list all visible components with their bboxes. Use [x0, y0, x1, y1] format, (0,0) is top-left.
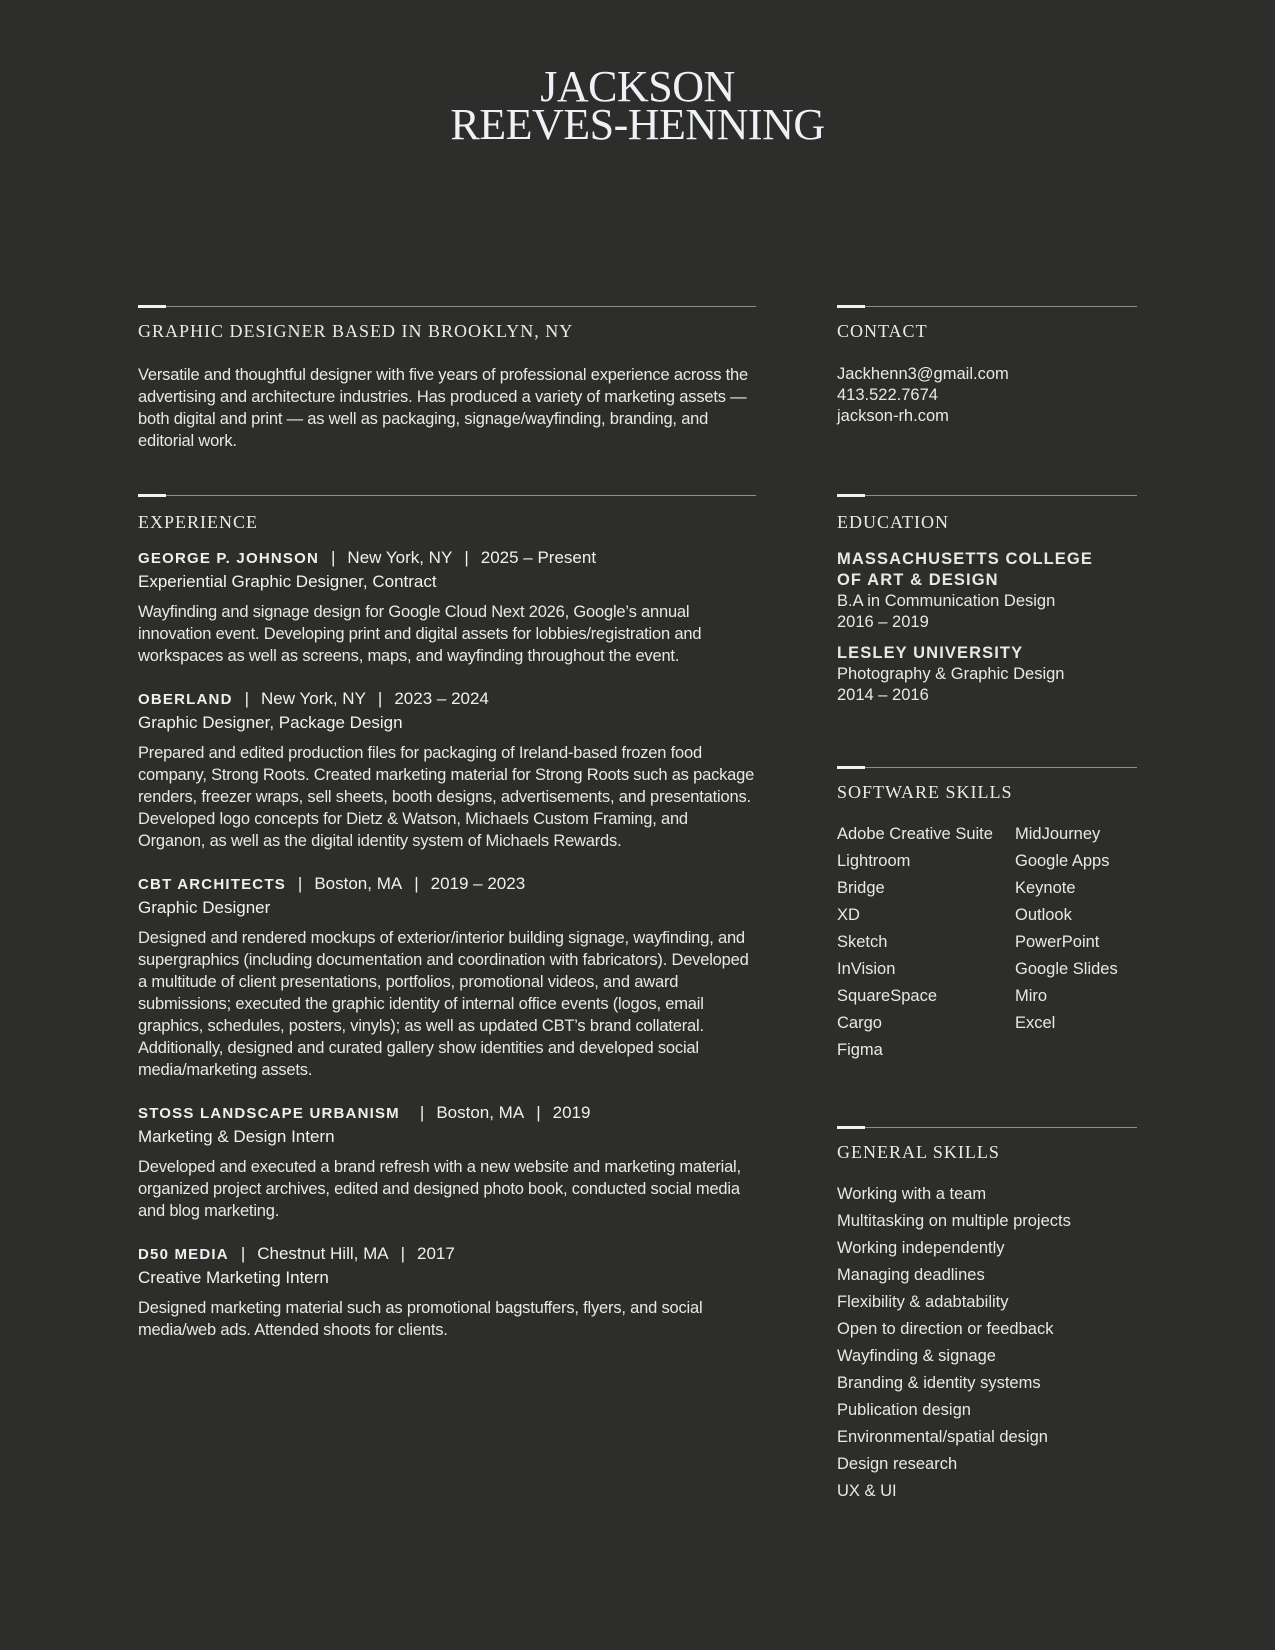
skill-item: Google Apps — [1015, 852, 1110, 870]
job-role: Marketing & Design Intern — [138, 1127, 335, 1146]
job-entry — [138, 1243, 756, 1341]
contact-section — [837, 305, 1137, 427]
school-dates: 2016 – 2019 — [837, 613, 929, 631]
summary-title: GRAPHIC DESIGNER BASED IN BROOKLYN, NY — [138, 321, 574, 341]
job-role: Creative Marketing Intern — [138, 1268, 329, 1287]
contact-email[interactable]: Jackhenn3@gmail.com — [837, 365, 1009, 383]
job-role: Graphic Designer, Package Design — [138, 713, 403, 732]
job-company: GEORGE P. JOHNSON — [138, 550, 319, 567]
section-rule — [837, 494, 1137, 496]
software-skills-grid — [837, 821, 1137, 1064]
section-rule — [138, 305, 756, 307]
job-description: Developed and executed a brand refresh with a new website and marketing material, organized project archives, edited and designed photo book, conducted social media and blog marketing. — [138, 1158, 741, 1220]
section-rule — [837, 1126, 1137, 1128]
job-header: D50 MEDIA | Chestnut Hill, MA | 2017 — [138, 1244, 455, 1263]
job-description: Designed marketing material such as promotional bagstuffers, flyers, and social media/web ads. Attended shoots for clients. — [138, 1299, 703, 1339]
school-name: LESLEY UNIVERSITY — [837, 644, 1024, 662]
general-skills-list — [837, 1181, 1137, 1505]
school-degree: Photography & Graphic Design — [837, 665, 1065, 683]
contact-title: CONTACT — [837, 321, 928, 341]
software-skills-title: SOFTWARE SKILLS — [837, 782, 1013, 802]
skill-item: UX & UI — [837, 1482, 897, 1500]
school-name: OF ART & DESIGN — [837, 571, 999, 589]
skill-item: XD — [837, 906, 860, 924]
skill-item: Lightroom — [837, 852, 911, 870]
contact-phone[interactable]: 413.522.7674 — [837, 386, 938, 404]
skill-item: Environmental/spatial design — [837, 1428, 1048, 1446]
job-dates: 2019 – 2023 — [430, 874, 526, 893]
job-description: Prepared and edited production files for packaging of Ireland-based frozen food company, Strong Roots. Created marketing material for Strong Roots such as package renders, freezer wraps, sell sheets, booth designs, advertisements, and presentations. Developed logo concepts for Dietz & Watson, Michaels Custom Framing, and Organon, as well as the digital identity system of Michaels Rewards. — [138, 744, 755, 850]
skill-item: Figma — [837, 1041, 883, 1059]
school-dates: 2014 – 2016 — [837, 686, 929, 704]
section-rule — [837, 305, 1137, 307]
education-entry — [837, 549, 1137, 633]
job-header: OBERLAND | New York, NY | 2023 – 2024 — [138, 689, 489, 708]
skill-item: Flexibility & adabtability — [837, 1293, 1009, 1311]
job-entry — [138, 873, 756, 1081]
section-rule — [837, 766, 1137, 768]
school-degree: B.A in Communication Design — [837, 592, 1056, 610]
section-rule — [138, 494, 756, 496]
resume-name — [0, 62, 1275, 149]
summary-section — [138, 305, 756, 452]
name-line-1: JACKSON — [540, 62, 735, 111]
skill-item: Miro — [1015, 987, 1048, 1005]
name-line-2: REEVES-HENNING — [450, 100, 825, 149]
skill-item: Sketch — [837, 933, 888, 951]
job-location: Boston, MA — [436, 1103, 525, 1122]
job-header: CBT ARCHITECTS | Boston, MA | 2019 – 2023 — [138, 874, 526, 893]
job-entry — [138, 547, 756, 667]
job-location: Boston, MA — [314, 874, 403, 893]
skill-item: Excel — [1015, 1014, 1056, 1032]
experience-section — [138, 494, 756, 1341]
skill-item: Working with a team — [837, 1185, 987, 1203]
experience-title: EXPERIENCE — [138, 512, 258, 532]
job-company: STOSS LANDSCAPE URBANISM — [138, 1105, 400, 1122]
job-header: GEORGE P. JOHNSON | New York, NY | 2025 – Present — [138, 548, 597, 567]
job-dates: 2019 — [552, 1103, 591, 1122]
job-location: New York, NY — [261, 689, 366, 708]
job-dates: 2025 – Present — [480, 548, 597, 567]
software-skills-section — [837, 766, 1137, 1064]
skill-item: Managing deadlines — [837, 1266, 985, 1284]
skill-item: Multitasking on multiple projects — [837, 1212, 1071, 1230]
skill-item: Working independently — [837, 1239, 1005, 1257]
education-entry — [837, 643, 1137, 706]
skill-item: Google Slides — [1015, 960, 1118, 978]
skill-item: Open to direction or feedback — [837, 1320, 1054, 1338]
skill-item: Keynote — [1015, 879, 1076, 897]
job-role: Experiential Graphic Designer, Contract — [138, 572, 437, 591]
skill-item: Outlook — [1015, 906, 1072, 924]
job-description: Designed and rendered mockups of exterior/interior building signage, wayfinding, and supergraphics (including documentation and coordination with fabricators). Developed a multitude of client presentations, portfolios, promotional videos, and award submissions; executed the graphic identity of internal office events (logos, email graphics, schedules, posters, vinyls); as well as updated CBT’s brand collateral. Additionally, designed and curated gallery show identities and developed social media/marketing assets. — [138, 929, 749, 1079]
skill-item: Publication design — [837, 1401, 971, 1419]
summary-text: Versatile and thoughtful designer with five years of professional experience across the advertising and architecture industries. Has produced a variety of marketing assets — both digital and print — as well as packaging, signage/wayfinding, branding, and editorial work. — [138, 366, 748, 450]
education-section — [837, 494, 1137, 706]
job-location: Chestnut Hill, MA — [257, 1244, 389, 1263]
skill-item: Design research — [837, 1455, 958, 1473]
skill-item: Wayfinding & signage — [837, 1347, 996, 1365]
contact-website[interactable]: jackson-rh.com — [837, 407, 949, 425]
skills-col-2 — [1015, 821, 1155, 1064]
contact-lines — [837, 364, 1137, 427]
job-header: STOSS LANDSCAPE URBANISM | Boston, MA | 2019 — [138, 1103, 591, 1122]
skill-item: Branding & identity systems — [837, 1374, 1041, 1392]
job-dates: 2017 — [417, 1244, 455, 1263]
skill-item: Cargo — [837, 1014, 882, 1032]
skill-item: Bridge — [837, 879, 885, 897]
job-description: Wayfinding and signage design for Google Cloud Next 2026, Google’s annual innovation event. Developing print and digital assets for lobbies/registration and workspaces as well as screens, maps, and wayfinding throughout the event. — [138, 603, 702, 665]
skill-item: InVision — [837, 960, 896, 978]
skill-item: Adobe Creative Suite — [837, 825, 993, 843]
skill-item: MidJourney — [1015, 825, 1101, 843]
job-company: OBERLAND — [138, 691, 233, 708]
job-dates: 2023 – 2024 — [394, 689, 489, 708]
job-company: CBT ARCHITECTS — [138, 876, 286, 893]
job-entry — [138, 688, 756, 852]
education-title: EDUCATION — [837, 512, 949, 532]
skills-col-1 — [837, 821, 1015, 1064]
skill-item: PowerPoint — [1015, 933, 1100, 951]
skill-item: SquareSpace — [837, 987, 937, 1005]
job-company: D50 MEDIA — [138, 1246, 229, 1263]
job-entry — [138, 1102, 756, 1222]
general-skills-title: GENERAL SKILLS — [837, 1142, 1000, 1162]
job-location: New York, NY — [347, 548, 453, 567]
general-skills-section — [837, 1126, 1137, 1505]
job-role: Graphic Designer — [138, 898, 271, 917]
school-name: MASSACHUSETTS COLLEGE — [837, 550, 1093, 568]
